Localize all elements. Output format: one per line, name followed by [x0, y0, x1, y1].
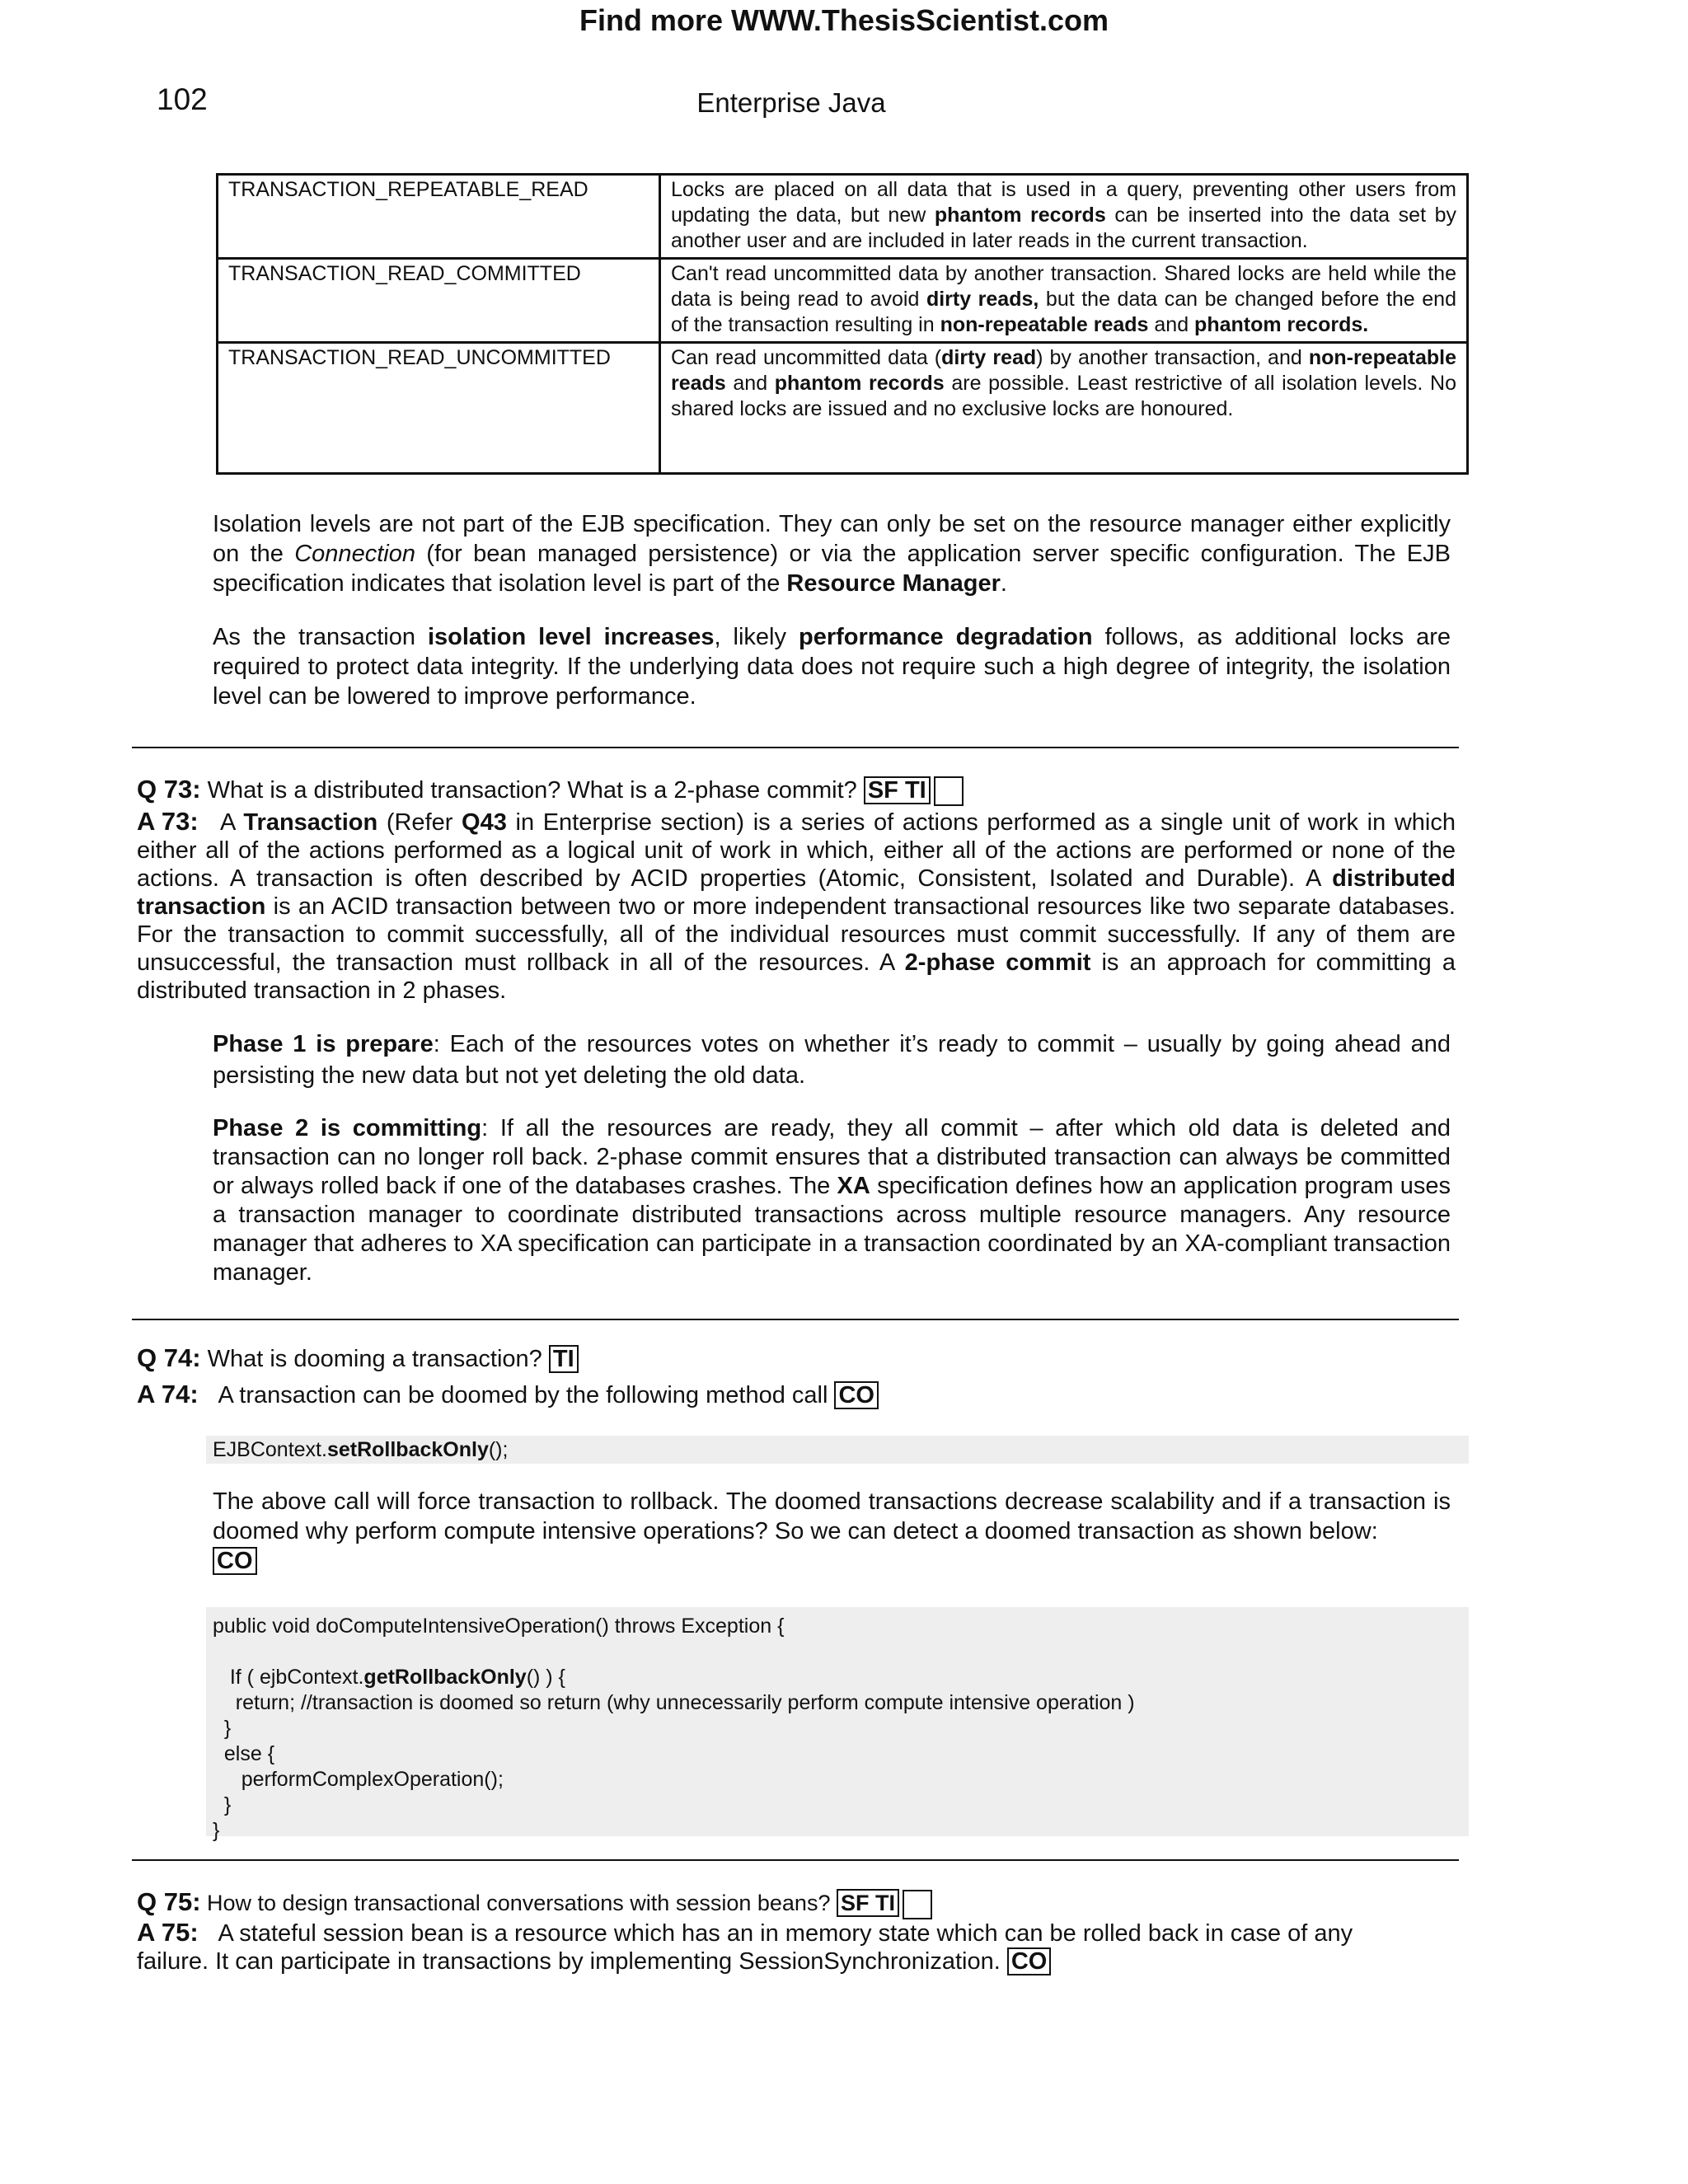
answer-75: A 75: A stateful session bean is a resource which has an in memory state which can be rolled back in case of any failure. It can participate in transactions by implementing SessionSynchronization. CO — [137, 1918, 1353, 1975]
code-line: public void doComputeIntensiveOperation() throws Exception { — [213, 1615, 785, 1638]
code-block: public void doComputeIntensiveOperation() throws Exception { If ( ejbContext.getRollbackOnly() ) { return; //transaction is doomed so return (why unnecessarily perform compute intensive operation ) } else { performComplexOperation(); } } — [206, 1607, 1469, 1836]
question-74: Q 74: What is dooming a transaction? TI — [137, 1343, 1472, 1374]
topic-badge: SF TI — [837, 1889, 899, 1917]
table-row — [218, 343, 1468, 474]
topic-badge: CO — [213, 1547, 257, 1575]
topic-badge: CO — [1007, 1947, 1052, 1975]
code-line: } — [213, 1819, 220, 1842]
isolation-paragraph: Isolation levels are not part of the EJB specification. They can only be set on the resource manager either explicitly on the Connection (for bean managed persistence) or via the application server specific configuration. The EJB specification indicates that isolation level is part of the Resource Manager. — [213, 511, 1451, 597]
section-divider — [132, 1319, 1459, 1320]
isolation-level-name: TRANSACTION_REPEATABLE_READ — [218, 175, 660, 259]
answer-74: A 74: A transaction can be doomed by the following method call CO — [137, 1380, 1472, 1410]
running-title: Enterprise Java — [696, 87, 886, 118]
code-line: return; //transaction is doomed so return (why unnecessarily perform compute intensive operation ) — [213, 1691, 1135, 1714]
section-divider — [132, 1859, 1459, 1861]
code-line: performComplexOperation(); — [213, 1768, 504, 1791]
phase-1-paragraph: Phase 1 is prepare: Each of the resources votes on whether it’s ready to commit – usually by going ahead and persisting the new data but not yet deleting the old data. — [213, 1031, 1451, 1089]
code-line: else { — [213, 1742, 275, 1765]
code-snippet: EJBContext.setRollbackOnly(); — [206, 1436, 1469, 1464]
site-banner: Find more WWW.ThesisScientist.com — [579, 3, 1109, 37]
doomed-paragraph: The above call will force transaction to rollback. The doomed transactions decrease scalability and if a transaction is doomed why perform compute intensive operations? So we can detect a doomed transaction as shown below: CO — [213, 1488, 1451, 1574]
code-line: } — [213, 1717, 232, 1740]
topic-badge: SF TI — [864, 776, 931, 804]
performance-paragraph: As the transaction isolation level increases, likely performance degradation follows, as additional locks are required to protect data integrity. If the underlying data does not require such a high degree of integrity, the isolation level can be lowered to improve performance. — [213, 624, 1451, 710]
isolation-level-table — [216, 173, 1469, 475]
isolation-level-name: TRANSACTION_READ_COMMITTED — [218, 259, 660, 343]
topic-badge: CO — [834, 1381, 879, 1409]
isolation-level-description: Locks are placed on all data that is used in a query, preventing other users from updating the data, but new phantom records can be inserted into the data set by another user and are included in later reads in the current transaction. — [660, 175, 1468, 259]
empty-badge — [903, 1890, 932, 1919]
empty-badge — [934, 776, 964, 806]
section-divider — [132, 747, 1459, 748]
isolation-level-name: TRANSACTION_READ_UNCOMMITTED — [218, 343, 660, 474]
question-73: Q 73: What is a distributed transaction? What is a 2-phase commit? SF TI — [137, 775, 1472, 806]
topic-badge: TI — [549, 1345, 579, 1373]
question-75: Q 75: How to design transactional conversations with session beans? SF TI — [137, 1887, 1472, 1919]
table-row — [218, 175, 1468, 259]
phase-2-paragraph: Phase 2 is committing: If all the resources are ready, they all commit – after which old data is deleted and transaction can no longer roll back. 2-phase commit ensures that a distributed transaction can always be committed or always rolled back if one of the databases crashes. The XA specification defines how an application program uses a transaction manager to coordinate distributed transactions across multiple resource managers. Any resource manager that adheres to XA specification can participate in a transaction coordinated by an XA-compliant transaction manager. — [213, 1115, 1451, 1286]
table-row — [218, 259, 1468, 343]
code-line: } — [213, 1793, 232, 1816]
page-number: 102 — [157, 82, 208, 116]
isolation-level-description: Can read uncommitted data (dirty read) by another transaction, and non-repeatable reads and phantom records are possible. Least restrictive of all isolation levels. No shared locks are issued and no exclusive locks are honoured. — [660, 343, 1468, 474]
answer-73: A 73: A Transaction (Refer Q43 in Enterprise section) is a series of actions performed as a single unit of work in which either all of the actions performed as a logical unit of work in which, either all of the actions are performed or none of the actions. A transaction is often described by ACID properties (Atomic, Consistent, Isolated and Durable). A distributed transaction is an ACID transaction between two or more independent transactional resources like two separate databases. For the transaction to commit successfully, all of the individual resources must commit successfully. If any of them are unsuccessful, the transaction must rollback in all of the resources. A 2-phase commit is an approach for committing a distributed transaction in 2 phases. — [137, 807, 1456, 1004]
isolation-level-description: Can't read uncommitted data by another transaction. Shared locks are held while the data is being read to avoid dirty reads, but the data can be changed before the end of the transaction resulting in non-repeatable reads and phantom records. — [660, 259, 1468, 343]
